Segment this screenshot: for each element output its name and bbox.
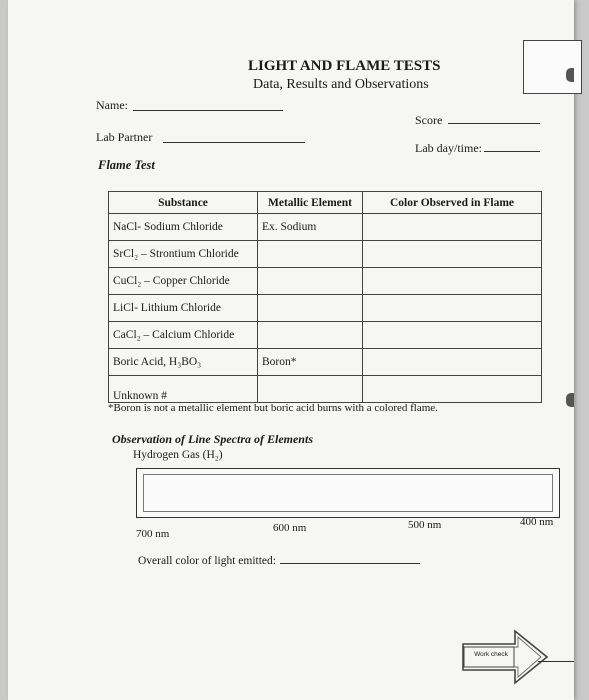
spectrum-drawing-box[interactable] bbox=[136, 468, 560, 518]
table-row bbox=[109, 268, 542, 295]
substance-cell: Unknown # bbox=[109, 376, 258, 403]
element-cell[interactable] bbox=[258, 295, 363, 322]
work-check-label: Work check bbox=[474, 651, 508, 658]
color-cell[interactable] bbox=[363, 349, 542, 376]
table-row bbox=[109, 214, 542, 241]
flame-test-title: Flame Test bbox=[98, 158, 155, 172]
header-substance: Substance bbox=[109, 192, 258, 214]
score-field[interactable] bbox=[448, 123, 540, 124]
lab-partner-field[interactable] bbox=[163, 142, 305, 143]
lab-day-label: Lab day/time: bbox=[415, 141, 482, 155]
element-cell[interactable]: Ex. Sodium bbox=[258, 214, 363, 241]
substance-cell: CaCl₂ – Calcium Chloride bbox=[109, 322, 258, 349]
header-color-observed: Color Observed in Flame bbox=[363, 192, 542, 214]
page-subtitle: Data, Results and Observations bbox=[253, 77, 429, 92]
table-header-row bbox=[109, 192, 542, 214]
header-metallic-element: Metallic Element bbox=[258, 192, 363, 214]
substance-cell: CuCl₂ – Copper Chloride bbox=[109, 268, 258, 295]
scale-600nm: 600 nm bbox=[273, 522, 307, 534]
substance-cell: SrCl₂ – Strontium Chloride bbox=[109, 241, 258, 268]
table-row bbox=[109, 322, 542, 349]
binder-tab bbox=[566, 393, 574, 407]
score-box[interactable] bbox=[523, 40, 582, 94]
table-row bbox=[109, 376, 542, 403]
line-spectra-title: Observation of Line Spectra of Elements bbox=[112, 432, 313, 446]
scale-700nm: 700 nm bbox=[136, 528, 170, 540]
substance-cell: NaCl- Sodium Chloride bbox=[109, 214, 258, 241]
scale-500nm: 500 nm bbox=[408, 519, 442, 531]
substance-cell: LiCl- Lithium Chloride bbox=[109, 295, 258, 322]
color-cell[interactable] bbox=[363, 214, 542, 241]
element-cell[interactable] bbox=[258, 376, 363, 403]
hydrogen-label: Hydrogen Gas (H₂) bbox=[133, 449, 223, 461]
element-cell[interactable] bbox=[258, 268, 363, 295]
scale-400nm: 400 nm bbox=[520, 516, 554, 528]
color-cell[interactable] bbox=[363, 322, 542, 349]
overall-color-field[interactable] bbox=[280, 563, 420, 564]
color-cell[interactable] bbox=[363, 241, 542, 268]
work-check-line[interactable] bbox=[538, 661, 574, 662]
table-row bbox=[109, 241, 542, 268]
overall-color-label: Overall color of light emitted: bbox=[138, 555, 276, 567]
boron-footnote: *Boron is not a metallic element but boric acid burns with a colored flame. bbox=[108, 402, 438, 414]
substance-cell: Boric Acid, H₃BO₃ bbox=[109, 349, 258, 376]
binder-tab bbox=[566, 68, 574, 82]
color-cell[interactable] bbox=[363, 268, 542, 295]
color-cell[interactable] bbox=[363, 295, 542, 322]
lab-partner-label: Lab Partner bbox=[96, 130, 153, 144]
page-title: LIGHT AND FLAME TESTS bbox=[248, 58, 441, 74]
spectrum-inner-frame bbox=[143, 474, 553, 512]
lab-day-field[interactable] bbox=[484, 151, 540, 152]
color-cell[interactable] bbox=[363, 376, 542, 403]
name-label: Name: bbox=[96, 98, 128, 112]
table-row bbox=[109, 349, 542, 376]
table-row bbox=[109, 295, 542, 322]
flame-test-table bbox=[108, 191, 542, 403]
element-cell[interactable]: Boron* bbox=[258, 349, 363, 376]
score-label: Score bbox=[415, 113, 443, 127]
element-cell[interactable] bbox=[258, 322, 363, 349]
worksheet-page bbox=[8, 0, 574, 700]
name-field[interactable] bbox=[133, 110, 283, 111]
element-cell[interactable] bbox=[258, 241, 363, 268]
